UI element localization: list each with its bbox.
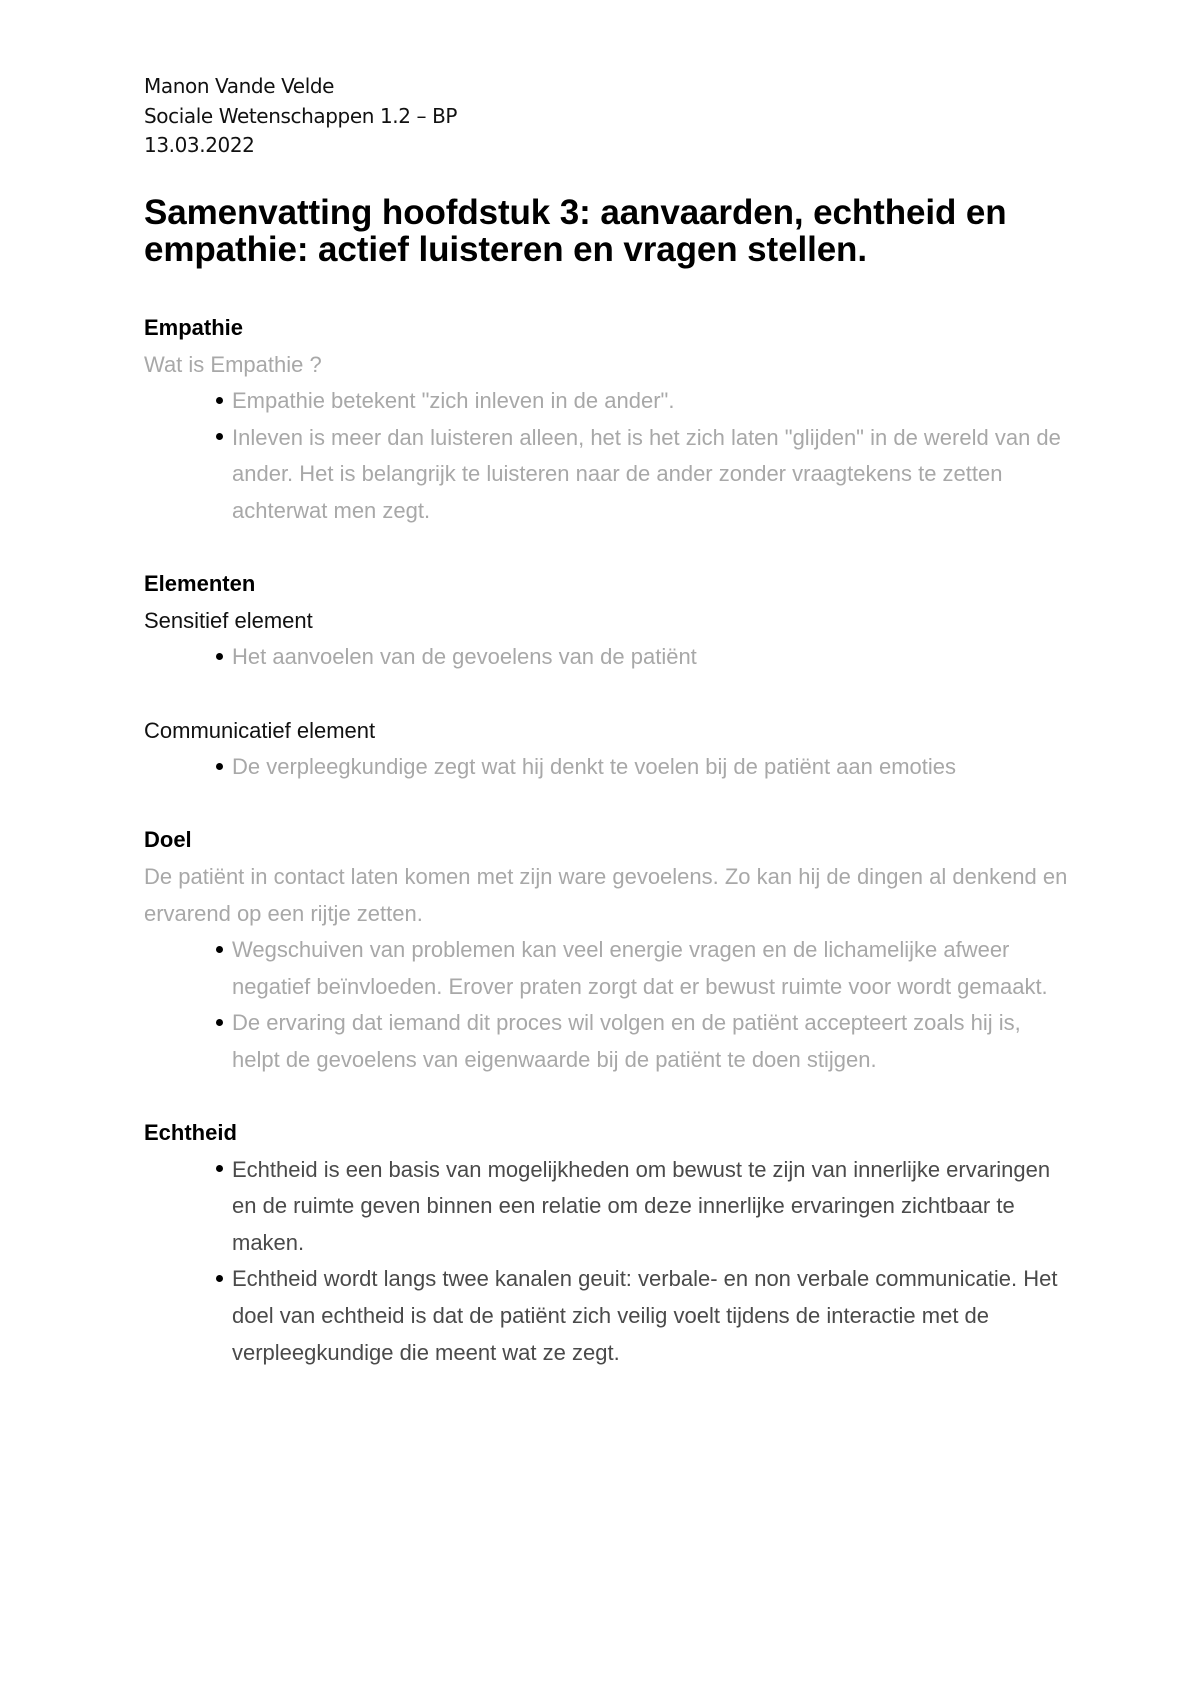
section-heading-echtheid: Echtheid bbox=[144, 1120, 237, 1146]
list-item: Echtheid wordt langs twee kanalen geuit: verbale- en non verbale communicatie. Het doel van echtheid is dat de patiënt zich veilig voelt tijdens de interactie met de verpleegkundige die meent wat ze zegt. bbox=[216, 1261, 1074, 1371]
list-item: De verpleegkundige zegt wat hij denkt te voelen bij de patiënt aan emoties bbox=[216, 749, 1074, 786]
bullet-icon bbox=[216, 397, 223, 404]
document-title: Samenvatting hoofdstuk 3: aanvaarden, echtheid en empathie: actief luisteren en vragen stellen. bbox=[144, 193, 1007, 269]
doel-bullet-list bbox=[144, 932, 1074, 1078]
list-item: Wegschuiven van problemen kan veel energie vragen en de lichamelijke afweer negatief beïnvloeden. Erover praten zorgt dat er bewust ruimte voor wordt gemaakt. bbox=[216, 932, 1074, 1005]
bullet-icon bbox=[216, 653, 223, 660]
section-heading-doel: Doel bbox=[144, 827, 192, 853]
list-item: Het aanvoelen van de gevoelens van de patiënt bbox=[216, 639, 1074, 676]
empathie-question: Wat is Empathie ? bbox=[144, 351, 322, 377]
author-name: Manon Vande Velde bbox=[144, 74, 335, 98]
communicatief-bullet-list bbox=[144, 749, 1074, 786]
bullet-icon bbox=[216, 433, 223, 440]
list-item: Echtheid is een basis van mogelijkheden om bewust te zijn van innerlijke ervaringen en de ruimte geven binnen een relatie om deze innerlijke ervaringen zichtbaar te maken. bbox=[216, 1152, 1074, 1262]
bullet-icon bbox=[216, 1165, 223, 1172]
document-date: 13.03.2022 bbox=[144, 133, 255, 157]
list-item: Empathie betekent "zich inleven in de ander". bbox=[216, 383, 1074, 420]
doel-paragraph: De patiënt in contact laten komen met zijn ware gevoelens. Zo kan hij de dingen al denkend en ervarend op een rijtje zetten. bbox=[144, 863, 1068, 926]
communicatief-label: Communicatief element bbox=[144, 717, 376, 743]
section-heading-elementen: Elementen bbox=[144, 571, 256, 597]
list-item: De ervaring dat iemand dit proces wil volgen en de patiënt accepteert zoals hij is, helpt de gevoelens van eigenwaarde bij de patiënt te doen stijgen. bbox=[216, 1005, 1074, 1078]
sensitief-bullet-list bbox=[144, 639, 1074, 676]
bullet-icon bbox=[216, 763, 223, 770]
bullet-icon bbox=[216, 1019, 223, 1026]
author-block bbox=[144, 72, 457, 161]
list-item: Inleven is meer dan luisteren alleen, het is het zich laten "glijden" in de wereld van de ander. Het is belangrijk te luisteren naar de ander zonder vraagtekens te zetten achterwat men zegt. bbox=[216, 420, 1074, 530]
bullet-icon bbox=[216, 946, 223, 953]
echtheid-bullet-list bbox=[144, 1152, 1074, 1372]
document-body bbox=[144, 310, 1074, 1371]
empathie-bullet-list bbox=[144, 383, 1074, 529]
bullet-icon bbox=[216, 1275, 223, 1282]
sensitief-label: Sensitief element bbox=[144, 607, 313, 633]
section-heading-empathie: Empathie bbox=[144, 315, 244, 340]
course-name: Sociale Wetenschappen 1.2 – BP bbox=[144, 103, 458, 128]
